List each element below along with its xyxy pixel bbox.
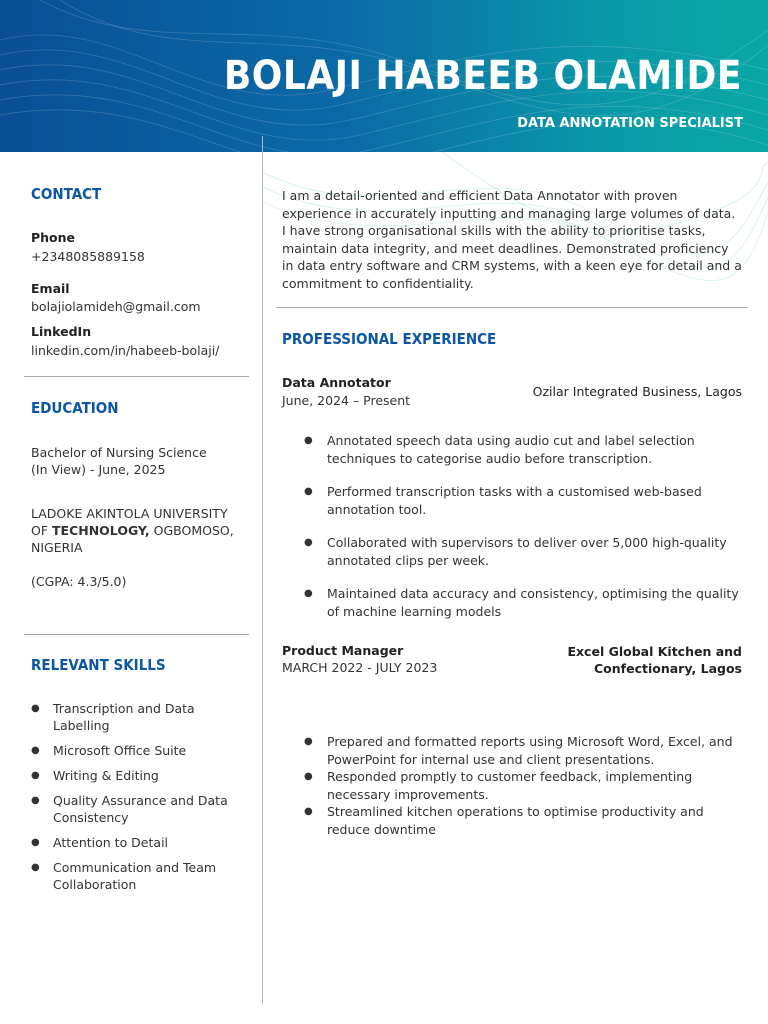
job-bullets: [304, 733, 744, 838]
job-bullet: ● Maintained data accuracy and consistency, optimising the quality of machine learning models: [304, 585, 744, 620]
job-dates: MARCH 2022 - JULY 2023: [282, 660, 438, 675]
cgpa: (CGPA: 4.3/5.0): [31, 574, 127, 589]
school-name-part-3: OGBOMOSO, NIGERIA: [31, 523, 234, 555]
candidate-name: BOLAJI HABEEB OLAMIDE: [223, 53, 742, 99]
job-bullet: ● Performed transcription tasks with a customised web-based annotation tool.: [304, 483, 744, 518]
job-bullets: [304, 432, 744, 636]
school-name: [31, 505, 246, 556]
job-bullet: ● Annotated speech data using audio cut and label selection techniques to categorise audio before transcription.: [304, 432, 744, 467]
email-label: Email: [31, 281, 70, 296]
job-title: Data Annotator: [282, 375, 391, 390]
job-role: DATA ANNOTATION SPECIALIST: [517, 116, 743, 131]
degree-line-1: Bachelor of Nursing Science: [31, 445, 207, 460]
job-bullet: ● Streamlined kitchen operations to optimise productivity and reduce downtime: [304, 803, 744, 838]
experience-heading: PROFESSIONAL EXPERIENCE: [282, 330, 497, 348]
job-company: Ozilar Integrated Business, Lagos: [532, 384, 742, 399]
job-dates: June, 2024 – Present: [282, 393, 411, 408]
linkedin-value[interactable]: linkedin.com/in/habeeb-bolaji/: [31, 343, 220, 358]
job-company-line-2: Confectionary, Lagos: [594, 661, 742, 676]
skills-list: [31, 700, 246, 901]
skill-item: ● Writing & Editing: [31, 767, 246, 784]
skill-item: ● Communication and Team Collaboration: [31, 859, 246, 893]
skill-item: ● Microsoft Office Suite: [31, 742, 246, 759]
contact-heading: CONTACT: [31, 185, 102, 203]
header-banner: [0, 0, 768, 152]
job-bullet: ● Prepared and formatted reports using Microsoft Word, Excel, and PowerPoint for internal use and client presentations.: [304, 733, 744, 768]
job-bullet: ● Collaborated with supervisors to deliver over 5,000 high-quality annotated clips per week.: [304, 534, 744, 569]
skill-item: ● Transcription and Data Labelling: [31, 700, 246, 734]
column-divider: [262, 136, 263, 1004]
phone-value: +2348085889158: [31, 249, 145, 264]
job-company: [567, 643, 742, 677]
school-name-part-1: LADOKE AKINTOLA UNIVERSITY OF: [31, 506, 228, 538]
linkedin-label: LinkedIn: [31, 324, 92, 339]
skill-item: ● Attention to Detail: [31, 834, 246, 851]
skill-item: ● Quality Assurance and Data Consistency: [31, 792, 246, 826]
job-bullet: ● Responded promptly to customer feedback, implementing necessary improvements.: [304, 768, 744, 803]
degree-line-2: (In View) - June, 2025: [31, 462, 166, 477]
job-company-line-1: Excel Global Kitchen and: [567, 644, 742, 659]
job-title: Product Manager: [282, 643, 404, 658]
profile-summary: I am a detail-oriented and efficient Data Annotator with proven experience in accurately inputting and managing large volumes of data. I have strong organisational skills with the ability to prioritise tasks, maintain data integrity, and meet deadlines. Demonstrated proficiency in data entry software and CRM systems, with a keen eye for detail and a commitment to confidentiality.: [282, 188, 742, 291]
education-divider: [24, 634, 249, 635]
email-value[interactable]: bolajiolamideh@gmail.com: [31, 299, 201, 314]
school-name-part-2: TECHNOLOGY,: [52, 523, 150, 538]
summary-divider: [276, 307, 748, 308]
education-heading: EDUCATION: [31, 399, 119, 417]
contact-divider: [24, 376, 249, 377]
phone-label: Phone: [31, 230, 76, 245]
skills-heading: RELEVANT SKILLS: [31, 656, 166, 674]
